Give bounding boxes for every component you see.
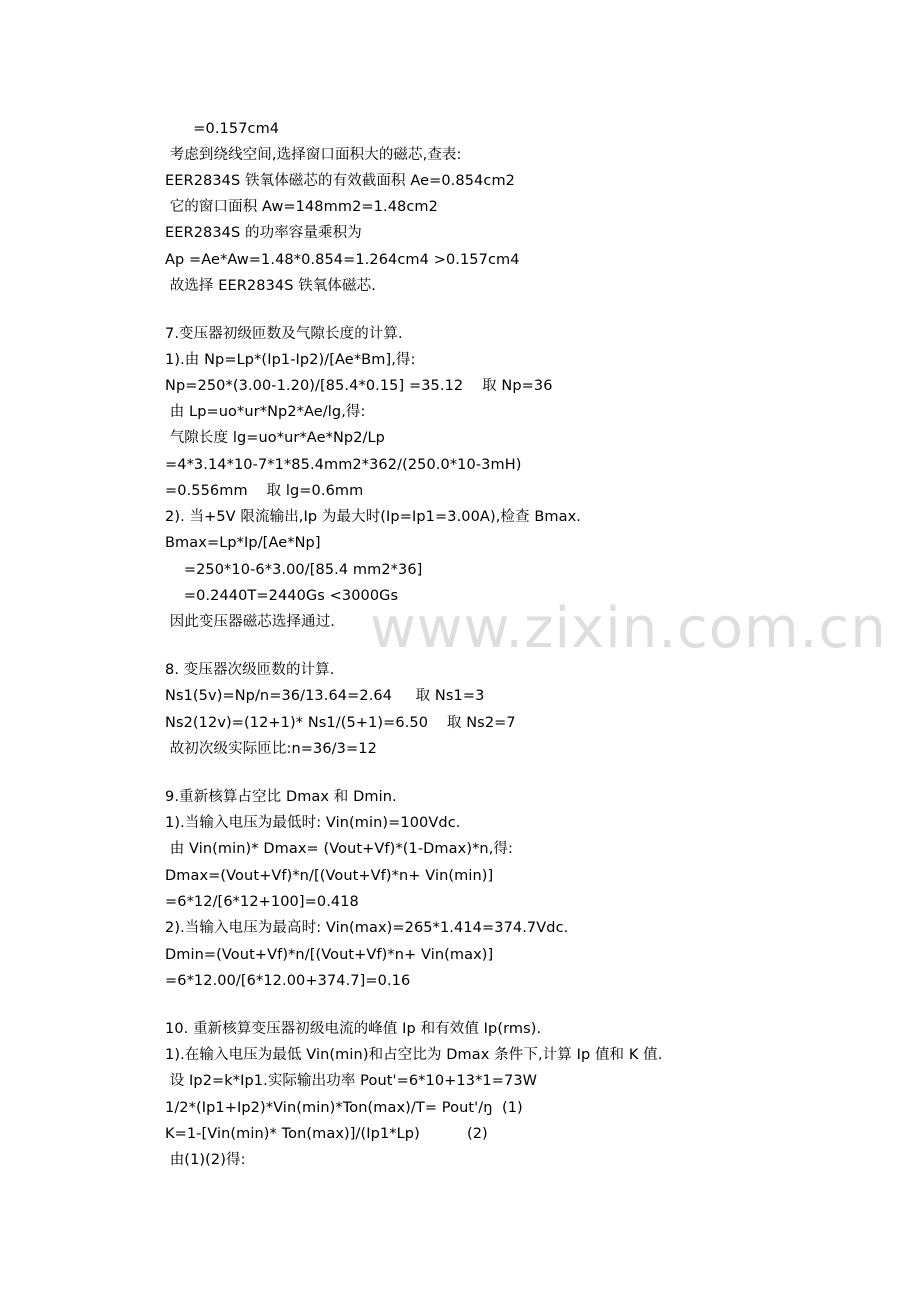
text-line: 2).当输入电压为最高时: Vin(max)=265*1.414=374.7Vdc. [165,920,569,936]
section-heading: 8. 变压器次级匝数的计算. [165,662,335,678]
section-heading: 10. 重新核算变压器初级电流的峰值 Ip 和有效值 Ip(rms). [165,1021,542,1037]
text-line: Ns1(5v)=Np/n=36/13.64=2.64 取 Ns1=3 [165,688,485,704]
text-line: Bmax=Lp*Ip/[Ae*Np] [165,535,321,551]
text-line: 1).在输入电压为最低 Vin(min)和占空比为 Dmax 条件下,计算 Ip 值和 K 值. [165,1047,663,1063]
text-line: Dmax=(Vout+Vf)*n/[(Vout+Vf)*n+ Vin(min)] [165,868,494,884]
text-line: EER2834S 铁氧体磁芯的有效截面积 Ae=0.854cm2 [165,173,515,189]
text-line: Dmin=(Vout+Vf)*n/[(Vout+Vf)*n+ Vin(max)] [165,947,494,963]
text-line: =0.157cm4 [165,121,280,137]
text-line: 1).由 Np=Lp*(Ip1-Ip2)/[Ae*Bm],得: [165,352,416,368]
text-line: =4*3.14*10-7*1*85.4mm2*362/(250.0*10-3mH) [165,457,522,473]
text-line: 1).当输入电压为最低时: Vin(min)=100Vdc. [165,815,461,831]
text-line: 考虑到绕线空间,选择窗口面积大的磁芯,查表: [165,147,462,163]
text-line: =6*12/[6*12+100]=0.418 [165,894,359,910]
text-line: 设 Ip2=k*Ip1.实际输出功率 Pout'=6*10+13*1=73W [165,1073,538,1089]
text-line: 故初次级实际匝比:n=36/3=12 [165,741,377,757]
text-line: Ns2(12v)=(12+1)* Ns1/(5+1)=6.50 取 Ns2=7 [165,715,516,731]
text-line: 由 Vin(min)* Dmax= (Vout+Vf)*(1-Dmax)*n,得: [165,841,514,857]
text-line: 由(1)(2)得: [165,1152,246,1168]
text-line: =250*10-6*3.00/[85.4 mm2*36] [165,562,423,578]
text-line: K=1-[Vin(min)* Ton(max)]/(Ip1*Lp) (2) [165,1126,488,1142]
text-line: 因此变压器磁芯选择通过. [165,614,336,630]
text-line: 1/2*(Ip1+Ip2)*Vin(min)*Ton(max)/T= Pout'/ŋ (1) [165,1100,523,1116]
text-line: 它的窗口面积 Aw=148mm2=1.48cm2 [165,199,438,215]
watermark: www.zixin.com.cn [370,596,887,661]
text-line: =0.2440T=2440Gs <3000Gs [165,588,399,604]
text-line: 由 Lp=uo*ur*Np2*Ae/lg,得: [165,404,366,420]
text-line: 故选择 EER2834S 铁氧体磁芯. [165,278,376,294]
text-line: =6*12.00/[6*12.00+374.7]=0.16 [165,973,411,989]
text-line: Ap =Ae*Aw=1.48*0.854=1.264cm4 >0.157cm4 [165,252,520,268]
section-heading: 7.变压器初级匝数及气隙长度的计算. [165,326,403,342]
text-line: EER2834S 的功率容量乘积为 [165,225,362,241]
text-line: =0.556mm 取 lg=0.6mm [165,483,364,499]
text-line: 气隙长度 lg=uo*ur*Ae*Np2/Lp [165,430,385,446]
text-line: 2). 当+5V 限流输出,Ip 为最大时(Ip=Ip1=3.00A),检查 Bmax. [165,509,581,525]
section-heading: 9.重新核算占空比 Dmax 和 Dmin. [165,789,397,805]
text-line: Np=250*(3.00-1.20)/[85.4*0.15] =35.12 取 Np=36 [165,378,553,394]
